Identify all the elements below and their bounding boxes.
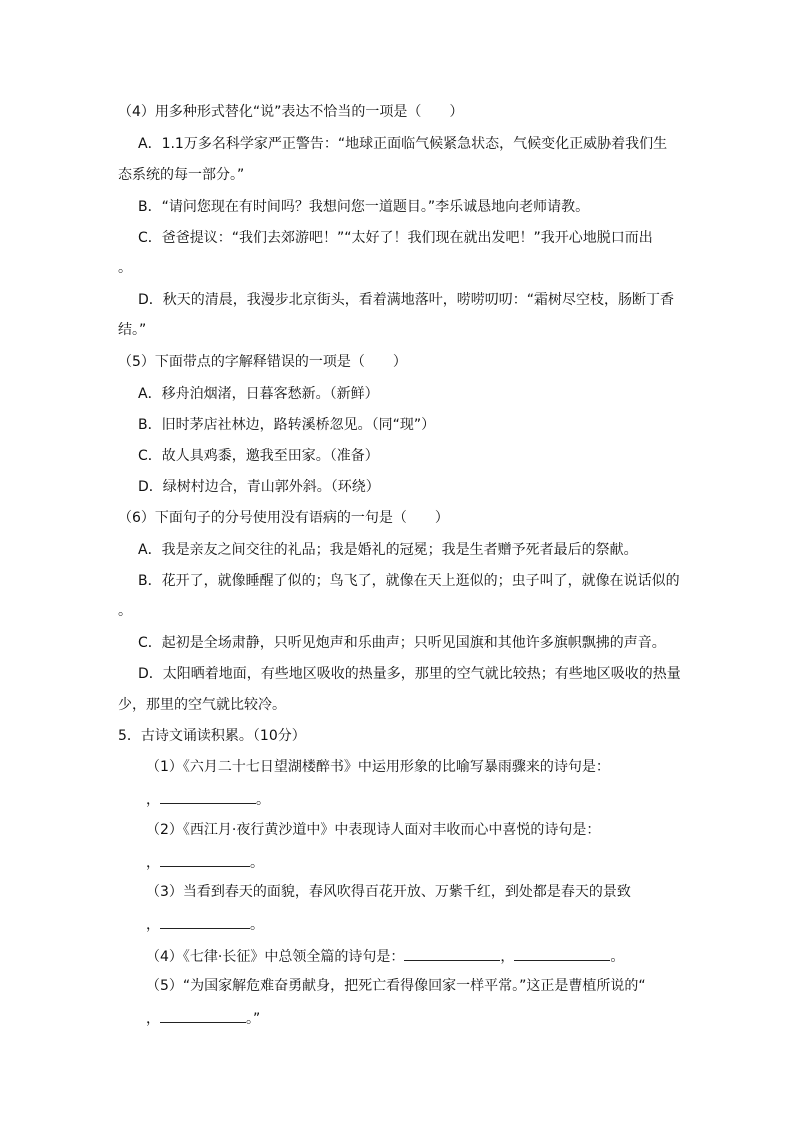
poem-1-comma: ，	[146, 792, 160, 808]
poem-4-blank-1[interactable]	[404, 945, 500, 961]
poem-3-answer	[146, 913, 264, 935]
q4-stem: （4）用多种形式替化“说”表达不恰当的一项是（ ）	[118, 104, 464, 120]
poem-5-end: 。”	[246, 1011, 261, 1027]
q4-option-d-line1: D．秋天的清晨，我漫步北京街头，看着满地落叶，唠唠叨叨：“霜树尽空枝，肠断丁香	[138, 292, 675, 308]
poem-2-blank[interactable]	[160, 851, 250, 867]
poem-2-comma: ，	[146, 855, 160, 871]
q6-stem: （6）下面句子的分号使用没有语病的一句是（ ）	[118, 510, 449, 526]
poem-3-comma: ，	[146, 917, 160, 933]
q5-option-c: C．故人具鸡黍，邀我至田家。（准备）	[138, 448, 379, 464]
q5-stem: （5）下面带点的字解释错误的一项是（ ）	[118, 354, 407, 370]
q4-option-d-line2: 结。”	[118, 322, 147, 338]
q6-option-a: A．我是亲友之间交往的礼品；我是婚礼的冠冕；我是生者赠予死者最后的祭献。	[138, 542, 638, 558]
poem-1-blank[interactable]	[160, 788, 256, 804]
poem-1-stem: （1）《六月二十七日望湖楼醉书》中运用形象的比喻写暴雨骤来的诗句是：	[146, 759, 610, 775]
poem-4-comma: ，	[500, 949, 515, 965]
poem-5-stem: （5）“为国家解危难奋勇献身，把死亡看得像回家一样平常。”这正是曹植所说的“	[146, 978, 646, 994]
poem-4-blank-2[interactable]	[514, 945, 610, 961]
q4-option-c-line2: 。	[118, 260, 132, 276]
poem-2-stem: （2）《西江月·夜行黄沙道中》中表现诗人面对丰收而心中喜悦的诗句是：	[146, 822, 601, 838]
q5-option-a: A．移舟泊烟渚，日暮客愁新。（新鲜）	[138, 386, 379, 402]
poem-4-end: 。	[610, 949, 625, 965]
q6-option-c: C．起初是全场肃静，只听见炮声和乐曲声；只听见国旗和其他许多旗帜飘拂的声音。	[138, 635, 666, 651]
q4-option-b: B．“请问您现在有时间吗？我想问您一道题目。”李乐诚恳地向老师请教。	[138, 199, 590, 215]
q6-option-d-line2: 少，那里的空气就比较冷。	[118, 697, 286, 713]
poem-5-blank[interactable]	[160, 1007, 246, 1023]
q5main-stem: 5．古诗文诵读积累。（10分）	[118, 728, 306, 744]
q4-option-c-line1: C．爸爸提议：“我们去郊游吧！”“太好了！我们现在就出发吧！”我开心地脱口而出	[138, 230, 653, 246]
poem-4-stem: （4）《七律·长征》中总领全篇的诗句是：	[146, 949, 405, 965]
q4-option-a-line1: A．1.1万多名科学家严正警告：“地球正面临气候紧急状态，气候变化正威胁着我们生	[138, 136, 668, 152]
poem-4	[146, 945, 624, 967]
poem-3-stem: （3）当看到春天的面貌，春风吹得百花开放、万紫千红，到处都是春天的景致	[146, 884, 631, 900]
poem-3-blank[interactable]	[160, 913, 250, 929]
q6-option-b-line1: B．花开了，就像睡醒了似的；鸟飞了，就像在天上逛似的；虫子叫了，就像在说话似的	[138, 573, 680, 589]
q5-option-b: B．旧时茅店社林边，路转溪桥忽见。（同“现”）	[138, 417, 436, 433]
poem-2-answer	[146, 851, 264, 873]
q4-option-a-line2: 态系统的每一部分。”	[118, 167, 245, 183]
poem-1-answer	[146, 788, 270, 810]
q6-option-b-line2: 。	[118, 603, 132, 619]
poem-1-end: 。	[256, 792, 270, 808]
q5-option-d: D．绿树村边合，青山郭外斜。（环绕）	[138, 479, 380, 495]
poem-2-end: 。	[250, 855, 264, 871]
poem-5-answer	[146, 1007, 260, 1029]
poem-5-comma: ，	[146, 1011, 160, 1027]
poem-3-end: 。	[250, 917, 264, 933]
q6-option-d-line1: D．太阳晒着地面，有些地区吸收的热量多，那里的空气就比较热；有些地区吸收的热量	[138, 666, 681, 682]
